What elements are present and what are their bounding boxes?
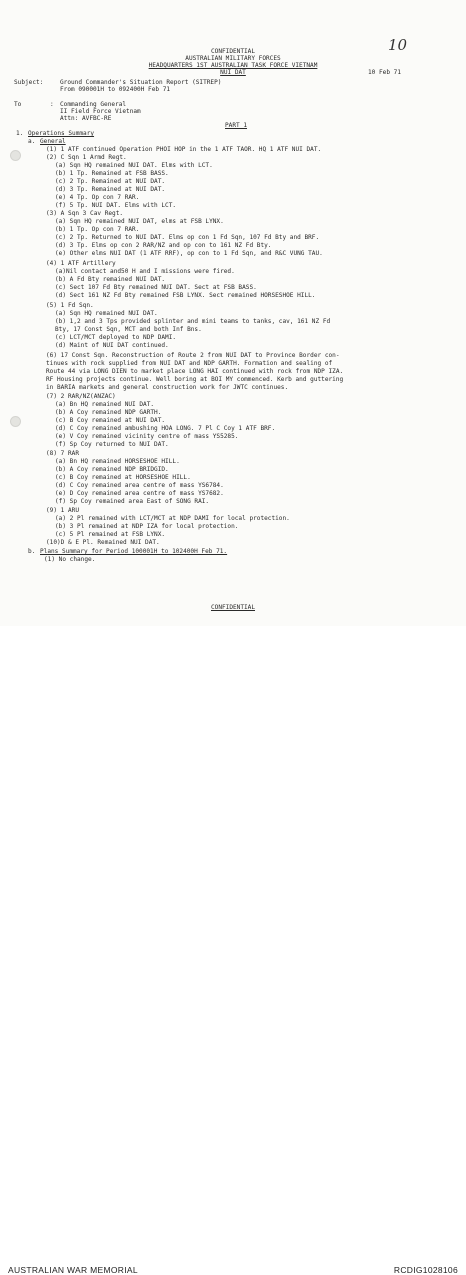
footer-source: AUSTRALIAN WAR MEMORIAL [8, 1265, 138, 1275]
to-line-2: II Field Force Vietnam [60, 108, 141, 115]
report-date: 10 Feb 71 [368, 69, 402, 76]
report-line: (d) 3 Tp. Remained at NUI DAT. [55, 186, 166, 193]
archive-footer [0, 626, 466, 1275]
report-line: (2) C Sqn 1 Armd Regt. [46, 154, 127, 161]
report-line: (d) 3 Tp. Elms op con 2 RAR/NZ and op con to 161 NZ Fd Bty. [55, 242, 272, 249]
report-line: a. [28, 138, 36, 145]
report-line: (e) V Coy remained vicinity centre of mass YS5285. [55, 433, 239, 440]
report-line: (7) 2 RAR/NZ(ANZAC) [46, 393, 116, 400]
report-line: (a)Nil contact and50 H and I missions were fired. [55, 268, 235, 275]
report-line: (a) 2 Pl remained with LCT/MCT at NDP DAMI for local protection. [55, 515, 290, 522]
subject-label: Subject: [14, 79, 44, 86]
document-page [0, 0, 466, 626]
report-line: General [40, 138, 66, 145]
footer-record-id: RCDIG1028106 [393, 1265, 458, 1275]
report-line: Operations Summary [28, 130, 95, 137]
report-line: (a) Sqn HQ remained NUI DAT. [55, 310, 158, 317]
report-line: Bty, 17 Const Sqn, MCT and both Inf Bns. [55, 326, 202, 333]
report-line: (b) A Coy remained NDP GARTH. [55, 409, 162, 416]
classification-bottom: CONFIDENTIAL [210, 604, 256, 611]
report-line: 1. [16, 130, 24, 137]
report-line: (f) Sp Coy remained area East of SONG RAI. [55, 498, 210, 505]
report-line: (8) 7 RAR [46, 450, 80, 457]
report-line: (f) 5 Tp. NUI DAT. Elms with LCT. [55, 202, 177, 209]
handwritten-page-number: 10 [388, 36, 408, 54]
part-heading: PART 1 [225, 122, 248, 129]
report-line: (a) Bn HQ remained HORSESHOE HILL. [55, 458, 180, 465]
report-line: (c) Sect 107 Fd Bty remained NUI DAT. Sect at FSB BASS. [55, 284, 257, 291]
report-line: (c) B Coy remained at NUI DAT. [55, 417, 166, 424]
report-line: Route 44 via LONG DIEN to market place LONG HAI continued with rock from NDP IZA. [46, 368, 344, 375]
subject-line-1: Ground Commander's Situation Report (SITREP) [60, 79, 222, 86]
to-label: To [14, 101, 22, 108]
report-line: (10)D & E Pl. Remained NUI DAT. [46, 539, 160, 546]
report-line: (d) Sect 161 NZ Fd Bty remained FSB LYNX. Sect remained HORSESHOE HILL. [55, 292, 316, 299]
report-line: RF Housing projects continue. Well boring at BOI MY commenced. Kerb and guttering [46, 376, 344, 383]
report-line: (c) 2 Tp. Remained at NUI DAT. [55, 178, 166, 185]
report-line: (f) Sp Coy returned to NUI DAT. [55, 441, 169, 448]
to-colon: : [50, 101, 54, 108]
to-line-1: Commanding General [60, 101, 127, 108]
report-line: (5) 1 Fd Sqn. [46, 302, 94, 309]
report-line: (1) 1 ATF continued Operation PHOI HOP in the 1 ATF TAOR. HQ 1 ATF NUI DAT. [46, 146, 322, 153]
report-line: b. [28, 548, 36, 555]
to-line-3: Attn: AVFBC-RE [60, 115, 112, 122]
report-line: (d) C Coy remained area centre of mass YS6784. [55, 482, 224, 489]
report-line: (d) Maint of NUI DAT continued. [55, 342, 169, 349]
report-line: (a) Sqn HQ remained NUI DAT. Elms with LCT. [55, 162, 213, 169]
report-line: (e) D Coy remained area centre of mass YS7682. [55, 490, 224, 497]
location: NUI DAT [220, 69, 246, 76]
report-line: (e) Other elms NUI DAT (1 ATF RRF), op con to 1 Fd Sqn, and R&C VUNG TAU. [55, 250, 323, 257]
report-line: tinues with rock supplied from NUI DAT and NDP GARTH. Formation and sealing of [46, 360, 333, 367]
report-line: (b) 1,2 and 3 Tps provided splinter and mini teams to tanks, cav, 161 NZ Fd [55, 318, 331, 325]
org-line-2: HEADQUARTERS 1ST AUSTRALIAN TASK FORCE VIETNAM [148, 62, 318, 69]
punch-hole [10, 150, 21, 161]
report-line: (d) C Coy remained ambushing HOA LONG. 7 Pl C Coy 1 ATF BRF. [55, 425, 276, 432]
report-line: (1) No change. [44, 556, 96, 563]
subject-line-2: From 090001H to 092400H Feb 71 [60, 86, 171, 93]
report-line: (4) 1 ATF Artillery [46, 260, 116, 267]
report-line: Plans Summary for Period 100001H to 102400H Feb 71. [40, 548, 228, 555]
report-line: (e) 4 Tp. Op con 7 RAR. [55, 194, 140, 201]
classification-top: CONFIDENTIAL [210, 48, 256, 55]
report-line: (3) A Sqn 3 Cav Regt. [46, 210, 124, 217]
org-line-1: AUSTRALIAN MILITARY FORCES [185, 55, 281, 62]
report-line: (9) 1 ARU [46, 507, 80, 514]
report-line: (b) 1 Tp. Remained at FSB BASS. [55, 170, 169, 177]
report-line: (c) 5 Pl remained at FSB LYNX. [55, 531, 166, 538]
report-line: (c) B Coy remained at HORSESHOE HILL. [55, 474, 191, 481]
report-line: (b) A Fd Bty remained NUI DAT. [55, 276, 166, 283]
report-line: (b) 1 Tp. Op con 7 RAR. [55, 226, 140, 233]
report-line: (c) 2 Tp. Returned to NUI DAT. Elms op con 1 Fd Sqn, 107 Fd Bty and BRF. [55, 234, 320, 241]
punch-hole [10, 416, 21, 427]
report-line: in BARIA markets and general construction work for JWTC continues. [46, 384, 289, 391]
report-line: (b) 3 Pl remained at NDP IZA for local protection. [55, 523, 239, 530]
report-line: (b) A Coy remained NDP BRIDGID. [55, 466, 169, 473]
report-line: (6) 17 Const Sqn. Reconstruction of Route 2 from NUI DAT to Province Border con- [46, 352, 340, 359]
report-line: (c) LCT/MCT deployed to NDP DAMI. [55, 334, 177, 341]
report-line: (a) Bn HQ remained NUI DAT. [55, 401, 155, 408]
report-line: (a) Sqn HQ remained NUI DAT, elms at FSB LYNX. [55, 218, 224, 225]
